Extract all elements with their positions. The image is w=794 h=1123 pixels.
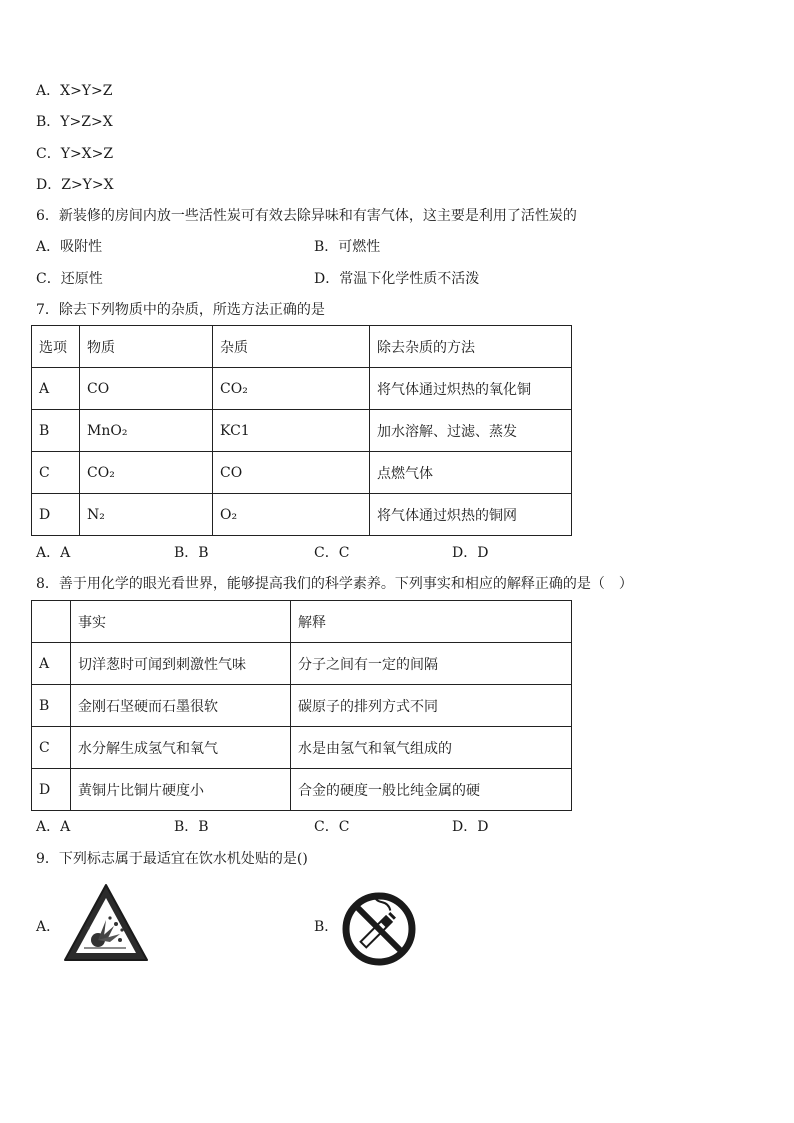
table-cell: A <box>32 643 71 685</box>
q6-option-b: B．可燃性 <box>314 239 381 255</box>
table-cell: 分子之间有一定的间隔 <box>291 643 572 685</box>
table-cell: KC1 <box>213 410 370 452</box>
q7-stem: 7．除去下列物质中的杂质，所选方法正确的是 <box>36 302 325 318</box>
q6-option-d: D．常温下化学性质不活泼 <box>314 271 480 287</box>
table-header-cell: 物质 <box>80 326 213 368</box>
q8-table <box>31 600 572 811</box>
table-row <box>32 452 572 494</box>
q6-stem: 6．新装修的房间内放一些活性炭可有效去除异味和有害气体，这主要是利用了活性炭的 <box>36 208 577 224</box>
table-cell: 水分解生成氢气和氧气 <box>71 727 291 769</box>
q8-answer-a: A．A <box>36 819 71 835</box>
table-header-row <box>32 326 572 368</box>
table-header-cell <box>32 601 71 643</box>
table-row <box>32 685 572 727</box>
table-header-cell: 解释 <box>291 601 572 643</box>
table-header-cell: 选项 <box>32 326 80 368</box>
table-cell: 点燃气体 <box>370 452 572 494</box>
table-cell: C <box>32 452 80 494</box>
q8-answer-c: C．C <box>314 819 350 835</box>
table-cell: 黄铜片比铜片硬度小 <box>71 769 291 811</box>
table-cell: O₂ <box>213 494 370 536</box>
q5-option-d: D．Z>Y>X <box>36 177 114 193</box>
q8-answer-b: B．B <box>174 819 209 835</box>
q9-option-a-label: A． <box>36 919 61 935</box>
table-row <box>32 643 572 685</box>
explosive-warning-icon <box>62 882 150 968</box>
q7-answer-b: B．B <box>174 545 209 561</box>
q7-answer-a: A．A <box>36 545 71 561</box>
table-row <box>32 410 572 452</box>
q6-option-c: C．还原性 <box>36 271 103 287</box>
table-cell: 切洋葱时可闻到刺激性气味 <box>71 643 291 685</box>
table-header-cell: 除去杂质的方法 <box>370 326 572 368</box>
no-smoking-icon <box>341 891 417 971</box>
table-cell: N₂ <box>80 494 213 536</box>
table-cell: 将气体通过炽热的铜网 <box>370 494 572 536</box>
q7-answer-options <box>36 544 556 562</box>
q8-stem: 8．善于用化学的眼光看世界，能够提高我们的科学素养。下列事实和相应的解释正确的是（ ） <box>36 576 633 592</box>
table-cell: D <box>32 494 80 536</box>
q8-answer-d: D．D <box>452 819 489 835</box>
table-cell: A <box>32 368 80 410</box>
q5-option-c: C．Y>X>Z <box>36 146 114 162</box>
table-row <box>32 368 572 410</box>
table-cell: 加水溶解、过滤、蒸发 <box>370 410 572 452</box>
q9-option-b-label: B． <box>314 919 339 935</box>
table-cell: 碳原子的排列方式不同 <box>291 685 572 727</box>
table-cell: CO <box>213 452 370 494</box>
table-cell: 水是由氢气和氧气组成的 <box>291 727 572 769</box>
q5-option-b: B．Y>Z>X <box>36 114 113 130</box>
table-header-cell: 事实 <box>71 601 291 643</box>
table-cell: CO₂ <box>80 452 213 494</box>
q9-stem: 9．下列标志属于最适宜在饮水机处贴的是() <box>36 851 308 867</box>
table-cell: C <box>32 727 71 769</box>
table-cell: 金刚石坚硬而石墨很软 <box>71 685 291 727</box>
table-row <box>32 494 572 536</box>
q8-answer-options <box>36 818 556 836</box>
q7-table <box>31 325 572 536</box>
table-cell: MnO₂ <box>80 410 213 452</box>
q6-option-a: A．吸附性 <box>36 239 103 255</box>
table-header-row <box>32 601 572 643</box>
table-cell: 合金的硬度一般比纯金属的硬 <box>291 769 572 811</box>
table-cell: D <box>32 769 71 811</box>
q5-option-a: A．X>Y>Z <box>36 83 113 99</box>
table-cell: CO <box>80 368 213 410</box>
table-header-cell: 杂质 <box>213 326 370 368</box>
table-row <box>32 769 572 811</box>
table-cell: 将气体通过炽热的氧化铜 <box>370 368 572 410</box>
q7-answer-c: C．C <box>314 545 350 561</box>
table-row <box>32 727 572 769</box>
table-cell: B <box>32 410 80 452</box>
table-cell: CO₂ <box>213 368 370 410</box>
table-cell: B <box>32 685 71 727</box>
q7-answer-d: D．D <box>452 545 489 561</box>
